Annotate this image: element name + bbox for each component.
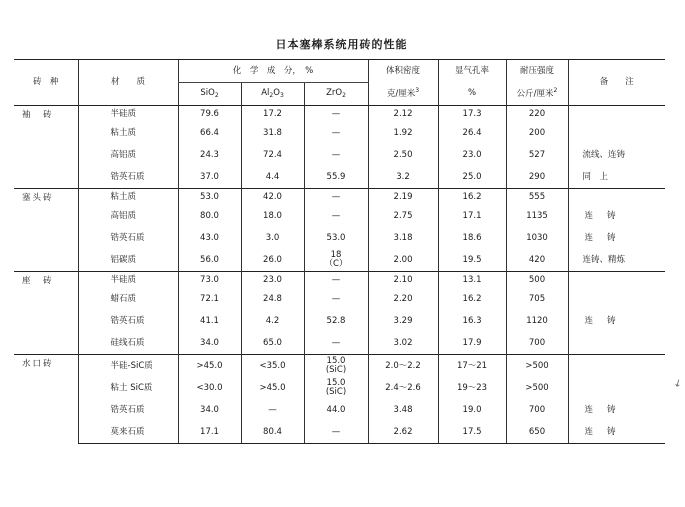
material-cell: 粘土质: [78, 122, 178, 144]
header-al2o3: $Al_2O_3$: [241, 83, 304, 106]
sio2-cell: 37.0: [178, 166, 241, 189]
al2o3-cell: —: [241, 399, 304, 421]
zro2-cell: 18 （C）: [304, 249, 368, 272]
al2o3-cell: 65.0: [241, 332, 304, 355]
strength-cell: 1030: [506, 227, 568, 249]
porosity-cell: 17.5: [438, 421, 506, 444]
sio2-cell: 72.1: [178, 288, 241, 310]
zro2-cell: 55.9: [304, 166, 368, 189]
header-porosity: 显气孔率: [438, 60, 506, 83]
strength-cell: 650: [506, 421, 568, 444]
porosity-cell: 17～21: [438, 355, 506, 378]
header-material: 材 质: [78, 60, 178, 106]
header-zro2: ZrO$_2$: [304, 83, 368, 106]
table-row: [14, 122, 665, 144]
porosity-cell: 16.2: [438, 288, 506, 310]
material-cell: 半硅质: [78, 106, 178, 123]
sio2-cell: 56.0: [178, 249, 241, 272]
table-row: [14, 355, 665, 378]
zro2-cell: —: [304, 205, 368, 227]
density-cell: 3.29: [368, 310, 438, 332]
zro2-cell: 44.0: [304, 399, 368, 421]
al2o3-cell: 24.8: [241, 288, 304, 310]
density-cell: 2.19: [368, 189, 438, 206]
sio2-cell: >45.0: [178, 355, 241, 378]
note-cell: [568, 355, 665, 378]
material-cell: 高铝质: [78, 205, 178, 227]
table-row: [14, 332, 665, 355]
header-density: 体积密度: [368, 60, 438, 83]
al2o3-cell: >45.0: [241, 377, 304, 399]
note-cell: [568, 377, 665, 399]
density-cell: 2.0～2.2: [368, 355, 438, 378]
table-row: [14, 189, 665, 206]
material-cell: 锆英石质: [78, 166, 178, 189]
header-density-unit: 克/厘米$^3$: [368, 83, 438, 106]
brick-kind-cell: 袖 砖: [14, 106, 78, 189]
porosity-cell: 25.0: [438, 166, 506, 189]
brick-kind-cell: 水口砖: [14, 355, 78, 444]
material-cell: 铝碳质: [78, 249, 178, 272]
margin-mark: ↙: [671, 376, 685, 391]
porosity-cell: 19.0: [438, 399, 506, 421]
note-cell: [568, 288, 665, 310]
sio2-cell: 79.6: [178, 106, 241, 123]
density-cell: 2.50: [368, 144, 438, 166]
header-strength: 耐压强度: [506, 60, 568, 83]
zro2-cell: 15.0 (SiC): [304, 377, 368, 399]
al2o3-cell: 17.2: [241, 106, 304, 123]
material-cell: 锆英石质: [78, 399, 178, 421]
zro2-cell: 15.0 (SiC): [304, 355, 368, 378]
table-row: [14, 421, 665, 444]
strength-cell: 200: [506, 122, 568, 144]
sio2-cell: 24.3: [178, 144, 241, 166]
material-cell: 硅线石质: [78, 332, 178, 355]
density-cell: 3.18: [368, 227, 438, 249]
material-cell: 半硅-SiC质: [78, 355, 178, 378]
al2o3-cell: 80.4: [241, 421, 304, 444]
density-cell: 2.20: [368, 288, 438, 310]
density-cell: 2.62: [368, 421, 438, 444]
sio2-cell: 34.0: [178, 332, 241, 355]
sio2-cell: 41.1: [178, 310, 241, 332]
material-cell: 粘土 SiC质: [78, 377, 178, 399]
al2o3-cell: 3.0: [241, 227, 304, 249]
table-row: [14, 399, 665, 421]
note-cell: [568, 189, 665, 206]
strength-cell: 700: [506, 332, 568, 355]
strength-cell: 290: [506, 166, 568, 189]
zro2-cell: —: [304, 144, 368, 166]
al2o3-cell: 4.4: [241, 166, 304, 189]
al2o3-cell: 42.0: [241, 189, 304, 206]
material-cell: 蜡石质: [78, 288, 178, 310]
table-row: [14, 106, 665, 123]
table-row: [14, 249, 665, 272]
al2o3-cell: 31.8: [241, 122, 304, 144]
table-row: [14, 205, 665, 227]
density-cell: 3.48: [368, 399, 438, 421]
header-porosity-unit: %: [438, 83, 506, 106]
zro2-cell: —: [304, 106, 368, 123]
material-cell: 半硅质: [78, 272, 178, 289]
strength-cell: 527: [506, 144, 568, 166]
strength-cell: 705: [506, 288, 568, 310]
strength-cell: 220: [506, 106, 568, 123]
header-strength-unit: 公斤/厘米$^2$: [506, 83, 568, 106]
header-sio2: SiO$_2$: [178, 83, 241, 106]
density-cell: 1.92: [368, 122, 438, 144]
note-cell: 连铸: [568, 399, 665, 421]
sio2-cell: 53.0: [178, 189, 241, 206]
porosity-cell: 23.0: [438, 144, 506, 166]
table-row: [14, 377, 665, 399]
brick-kind-cell: 塞头砖: [14, 189, 78, 272]
porosity-cell: 16.3: [438, 310, 506, 332]
density-cell: 2.00: [368, 249, 438, 272]
strength-cell: 420: [506, 249, 568, 272]
sio2-cell: 43.0: [178, 227, 241, 249]
zro2-cell: —: [304, 122, 368, 144]
al2o3-cell: 4.2: [241, 310, 304, 332]
strength-cell: 500: [506, 272, 568, 289]
note-cell: [568, 122, 665, 144]
zro2-cell: —: [304, 421, 368, 444]
porosity-cell: 18.6: [438, 227, 506, 249]
sio2-cell: 66.4: [178, 122, 241, 144]
sio2-cell: 17.1: [178, 421, 241, 444]
porosity-cell: 16.2: [438, 189, 506, 206]
note-cell: [568, 272, 665, 289]
porosity-cell: 13.1: [438, 272, 506, 289]
al2o3-cell: 18.0: [241, 205, 304, 227]
porosity-cell: 26.4: [438, 122, 506, 144]
table-row: [14, 310, 665, 332]
density-cell: 3.2: [368, 166, 438, 189]
sio2-cell: 80.0: [178, 205, 241, 227]
strength-cell: 555: [506, 189, 568, 206]
strength-cell: 1135: [506, 205, 568, 227]
strength-cell: >500: [506, 355, 568, 378]
note-cell: 连铸、精炼: [568, 249, 665, 272]
table-body: [14, 106, 665, 444]
brick-properties-table: [14, 59, 665, 444]
al2o3-cell: <35.0: [241, 355, 304, 378]
sio2-cell: <30.0: [178, 377, 241, 399]
zro2-cell: —: [304, 332, 368, 355]
note-cell: 同 上: [568, 166, 665, 189]
table-row: [14, 166, 665, 189]
header-note: 备 注: [568, 60, 665, 106]
zro2-cell: —: [304, 288, 368, 310]
zro2-cell: —: [304, 272, 368, 289]
density-cell: 2.75: [368, 205, 438, 227]
al2o3-cell: 23.0: [241, 272, 304, 289]
al2o3-cell: 72.4: [241, 144, 304, 166]
zro2-cell: 53.0: [304, 227, 368, 249]
porosity-cell: 19～23: [438, 377, 506, 399]
table-title: 日本塞棒系统用砖的性能: [275, 38, 408, 51]
porosity-cell: 17.9: [438, 332, 506, 355]
porosity-cell: 17.1: [438, 205, 506, 227]
density-cell: 2.12: [368, 106, 438, 123]
zro2-cell: —: [304, 189, 368, 206]
sio2-cell: 34.0: [178, 399, 241, 421]
strength-cell: 1120: [506, 310, 568, 332]
strength-cell: >500: [506, 377, 568, 399]
material-cell: 粘土质: [78, 189, 178, 206]
density-cell: 2.10: [368, 272, 438, 289]
density-cell: 3.02: [368, 332, 438, 355]
note-cell: 连铸: [568, 310, 665, 332]
brick-kind-cell: 座 砖: [14, 272, 78, 355]
strength-cell: 700: [506, 399, 568, 421]
note-cell: [568, 332, 665, 355]
header-kind: 砖 种: [14, 60, 78, 106]
density-cell: 2.4～2.6: [368, 377, 438, 399]
porosity-cell: 19.5: [438, 249, 506, 272]
header-composition: 化 学 成 分， %: [178, 60, 368, 83]
note-cell: [568, 106, 665, 123]
table-row: [14, 227, 665, 249]
table-row: [14, 272, 665, 289]
sio2-cell: 73.0: [178, 272, 241, 289]
material-cell: 锆英石质: [78, 227, 178, 249]
al2o3-cell: 26.0: [241, 249, 304, 272]
material-cell: 锆英石质: [78, 310, 178, 332]
material-cell: 高铝质: [78, 144, 178, 166]
note-cell: 连铸: [568, 421, 665, 444]
table-row: [14, 288, 665, 310]
note-cell: 流线、连铸: [568, 144, 665, 166]
table-row: [14, 144, 665, 166]
note-cell: 连铸: [568, 227, 665, 249]
porosity-cell: 17.3: [438, 106, 506, 123]
zro2-cell: 52.8: [304, 310, 368, 332]
note-cell: 连铸: [568, 205, 665, 227]
material-cell: 莫来石质: [78, 421, 178, 444]
